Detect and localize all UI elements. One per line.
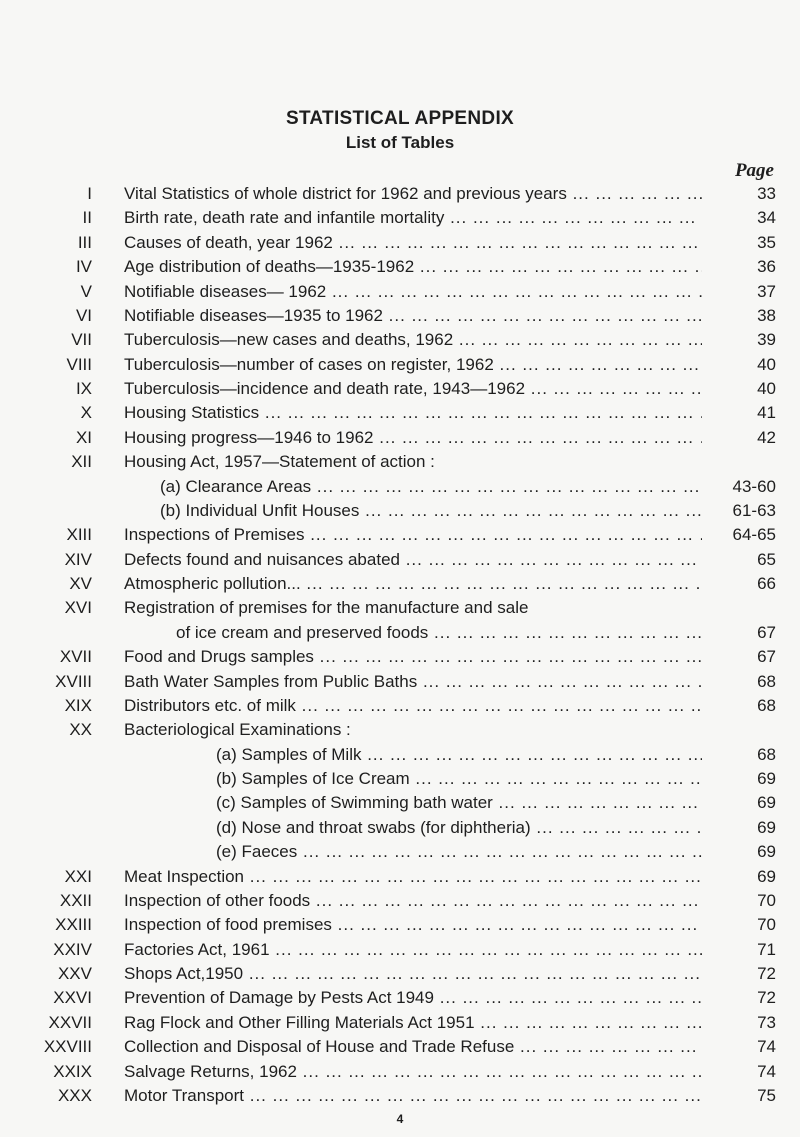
table-number: VI bbox=[75, 306, 92, 325]
table-row bbox=[0, 791, 800, 815]
table-title: Registration of premises for the manufacture and sale bbox=[124, 598, 529, 617]
table-number: XXIII bbox=[55, 915, 92, 934]
table-title: Tuberculosis—new cases and deaths, 1962 ... . bbox=[124, 328, 702, 352]
table-number: XV bbox=[69, 574, 92, 593]
page-number: 75 bbox=[702, 1084, 776, 1108]
table-title: Inspection of food premises ... . bbox=[124, 913, 702, 937]
table-row bbox=[0, 938, 800, 962]
page-number: 34 bbox=[702, 206, 776, 230]
table-row bbox=[0, 840, 800, 864]
table-title: Bath Water Samples from Public Baths ... . bbox=[124, 670, 702, 694]
table-number: VIII bbox=[66, 355, 92, 374]
table-title: Prevention of Damage by Pests Act 1949 ... . bbox=[124, 986, 702, 1010]
table-number: XXIV bbox=[53, 940, 92, 959]
table-title: Salvage Returns, 1962 ... . bbox=[124, 1060, 702, 1084]
page-column-heading: Page bbox=[734, 160, 774, 181]
page-number: 37 bbox=[702, 280, 776, 304]
table-row bbox=[0, 889, 800, 913]
table-number: XXI bbox=[64, 867, 92, 886]
table-number: XII bbox=[71, 452, 92, 471]
page-number: 69 bbox=[702, 816, 776, 840]
page-number: 35 bbox=[702, 231, 776, 255]
table-number: XXVI bbox=[53, 988, 92, 1007]
table-row bbox=[0, 377, 800, 401]
table-title: (d) Nose and throat swabs (for diphtheria) ... . bbox=[216, 816, 702, 840]
table-title: Vital Statistics of whole district for 1962 and previous years ... . bbox=[124, 182, 702, 206]
page-number: 69 bbox=[702, 791, 776, 815]
table-title: Defects found and nuisances abated ... . bbox=[124, 548, 702, 572]
table-title: Birth rate, death rate and infantile mortality ... . bbox=[124, 206, 702, 230]
table-number: XVIII bbox=[55, 672, 92, 691]
table-number: I bbox=[87, 184, 92, 203]
page-number: 61-63 bbox=[702, 499, 776, 523]
table-row bbox=[0, 962, 800, 986]
table-number: XX bbox=[69, 720, 92, 739]
table-title: Food and Drugs samples ... . bbox=[124, 645, 702, 669]
table-title: Housing Statistics ... . bbox=[124, 401, 702, 425]
page-number: 68 bbox=[702, 670, 776, 694]
table-title: Notifiable diseases— 1962 ... . bbox=[124, 280, 702, 304]
page-number: 43-60 bbox=[702, 475, 776, 499]
table-row bbox=[0, 718, 800, 742]
table-number: XXII bbox=[59, 891, 92, 910]
table-row bbox=[0, 743, 800, 767]
table-number: XXV bbox=[57, 964, 92, 983]
page-number: 71 bbox=[702, 938, 776, 962]
table-number: XXVIII bbox=[43, 1037, 92, 1056]
table-number: XIV bbox=[64, 550, 92, 569]
table-row bbox=[0, 1084, 800, 1108]
page-number: 66 bbox=[702, 572, 776, 596]
page-number: 64-65 bbox=[702, 523, 776, 547]
table-number: XVI bbox=[64, 598, 92, 617]
table-number: IX bbox=[75, 379, 92, 398]
page-number: 39 bbox=[702, 328, 776, 352]
page-number: 67 bbox=[702, 645, 776, 669]
page-number: 40 bbox=[702, 353, 776, 377]
table-number: III bbox=[77, 233, 92, 252]
table-number: XXIX bbox=[53, 1062, 92, 1081]
page-number: 70 bbox=[702, 913, 776, 937]
table-title: (a) Clearance Areas ... . bbox=[160, 475, 702, 499]
table-row bbox=[0, 280, 800, 304]
page-number: 72 bbox=[702, 986, 776, 1010]
page-number: 36 bbox=[702, 255, 776, 279]
table-row bbox=[0, 328, 800, 352]
table-row bbox=[0, 450, 800, 474]
table-title: (c) Samples of Swimming bath water ... . bbox=[216, 791, 702, 815]
page-number: 73 bbox=[702, 1011, 776, 1035]
table-title: Meat Inspection ... . bbox=[124, 865, 702, 889]
table-title: Bacteriological Examinations : bbox=[124, 720, 351, 739]
page-subtitle: List of Tables bbox=[345, 133, 455, 152]
table-title: of ice cream and preserved foods ... . bbox=[176, 621, 702, 645]
table-row bbox=[0, 475, 800, 499]
table-row bbox=[0, 426, 800, 450]
table-row bbox=[0, 986, 800, 1010]
page-number: 69 bbox=[702, 865, 776, 889]
table-number: X bbox=[80, 403, 92, 422]
table-row bbox=[0, 694, 800, 718]
page-number: 42 bbox=[702, 426, 776, 450]
table-title: (a) Samples of Milk ... . bbox=[216, 743, 702, 767]
table-title: Inspections of Premises ... . bbox=[124, 523, 702, 547]
page-number: 70 bbox=[702, 889, 776, 913]
table-title: Distributors etc. of milk ... . bbox=[124, 694, 702, 718]
table-row bbox=[0, 206, 800, 230]
page-number: 41 bbox=[702, 401, 776, 425]
table-number: V bbox=[80, 282, 92, 301]
table-row bbox=[0, 767, 800, 791]
table-row bbox=[0, 572, 800, 596]
table-title: Housing progress—1946 to 1962 ... . bbox=[124, 426, 702, 450]
page-number: 38 bbox=[702, 304, 776, 328]
table-title: Causes of death, year 1962 ... . bbox=[124, 231, 702, 255]
table-number: XVII bbox=[59, 647, 92, 666]
table-number: VII bbox=[71, 330, 92, 349]
table-title: Collection and Disposal of House and Trade Refuse ... . bbox=[124, 1035, 702, 1059]
table-row bbox=[0, 401, 800, 425]
page-number: 33 bbox=[702, 182, 776, 206]
table-row bbox=[0, 523, 800, 547]
table-title: Atmospheric pollution... ... . bbox=[124, 572, 702, 596]
table-row bbox=[0, 1011, 800, 1035]
table-row bbox=[0, 353, 800, 377]
table-title: Tuberculosis—incidence and death rate, 1943—1962 ... . bbox=[124, 377, 702, 401]
table-number: XIII bbox=[66, 525, 92, 544]
table-number: XXX bbox=[57, 1086, 92, 1105]
table-row bbox=[0, 231, 800, 255]
table-number: XIX bbox=[64, 696, 92, 715]
table-title: Tuberculosis—number of cases on register, 1962 ... . bbox=[124, 353, 702, 377]
table-number: XXVII bbox=[48, 1013, 92, 1032]
table-title: Housing Act, 1957—Statement of action : bbox=[124, 452, 435, 471]
table-title: (b) Samples of Ice Cream ... . bbox=[216, 767, 702, 791]
table-title: (e) Faeces ... . bbox=[216, 840, 702, 864]
table-row bbox=[0, 816, 800, 840]
table-number: XI bbox=[75, 428, 92, 447]
table-row bbox=[0, 499, 800, 523]
table-row bbox=[0, 182, 800, 206]
table-row bbox=[0, 670, 800, 694]
table-row bbox=[0, 913, 800, 937]
table-row bbox=[0, 1060, 800, 1084]
table-title: (b) Individual Unfit Houses ... . bbox=[160, 499, 702, 523]
footer-page-number: 4 bbox=[396, 1112, 404, 1126]
table-row bbox=[0, 255, 800, 279]
table-number: IV bbox=[75, 257, 92, 276]
table-row bbox=[0, 645, 800, 669]
table-row bbox=[0, 548, 800, 572]
page-number: 67 bbox=[702, 621, 776, 645]
page-number: 68 bbox=[702, 743, 776, 767]
table-title: Age distribution of deaths—1935-1962 ... . bbox=[124, 255, 702, 279]
page-number: 74 bbox=[702, 1035, 776, 1059]
page-number: 65 bbox=[702, 548, 776, 572]
table-title: Rag Flock and Other Filling Materials Act 1951 ... . bbox=[124, 1011, 702, 1035]
table-title: Notifiable diseases—1935 to 1962 ... . bbox=[124, 304, 702, 328]
table-row bbox=[0, 621, 800, 645]
table-row bbox=[0, 865, 800, 889]
table-row bbox=[0, 1035, 800, 1059]
page-number: 72 bbox=[702, 962, 776, 986]
table-title: Factories Act, 1961 ... . bbox=[124, 938, 702, 962]
page-number: 69 bbox=[702, 840, 776, 864]
page-number: 74 bbox=[702, 1060, 776, 1084]
table-title: Shops Act,1950 ... . bbox=[124, 962, 702, 986]
table-number: II bbox=[82, 208, 92, 227]
page-title: STATISTICAL APPENDIX bbox=[285, 108, 515, 129]
page-number: 40 bbox=[702, 377, 776, 401]
table-row bbox=[0, 596, 800, 620]
table-title: Inspection of other foods ... . bbox=[124, 889, 702, 913]
page-number: 69 bbox=[702, 767, 776, 791]
table-row bbox=[0, 304, 800, 328]
table-title: Motor Transport ... . bbox=[124, 1084, 702, 1108]
page-number: 68 bbox=[702, 694, 776, 718]
